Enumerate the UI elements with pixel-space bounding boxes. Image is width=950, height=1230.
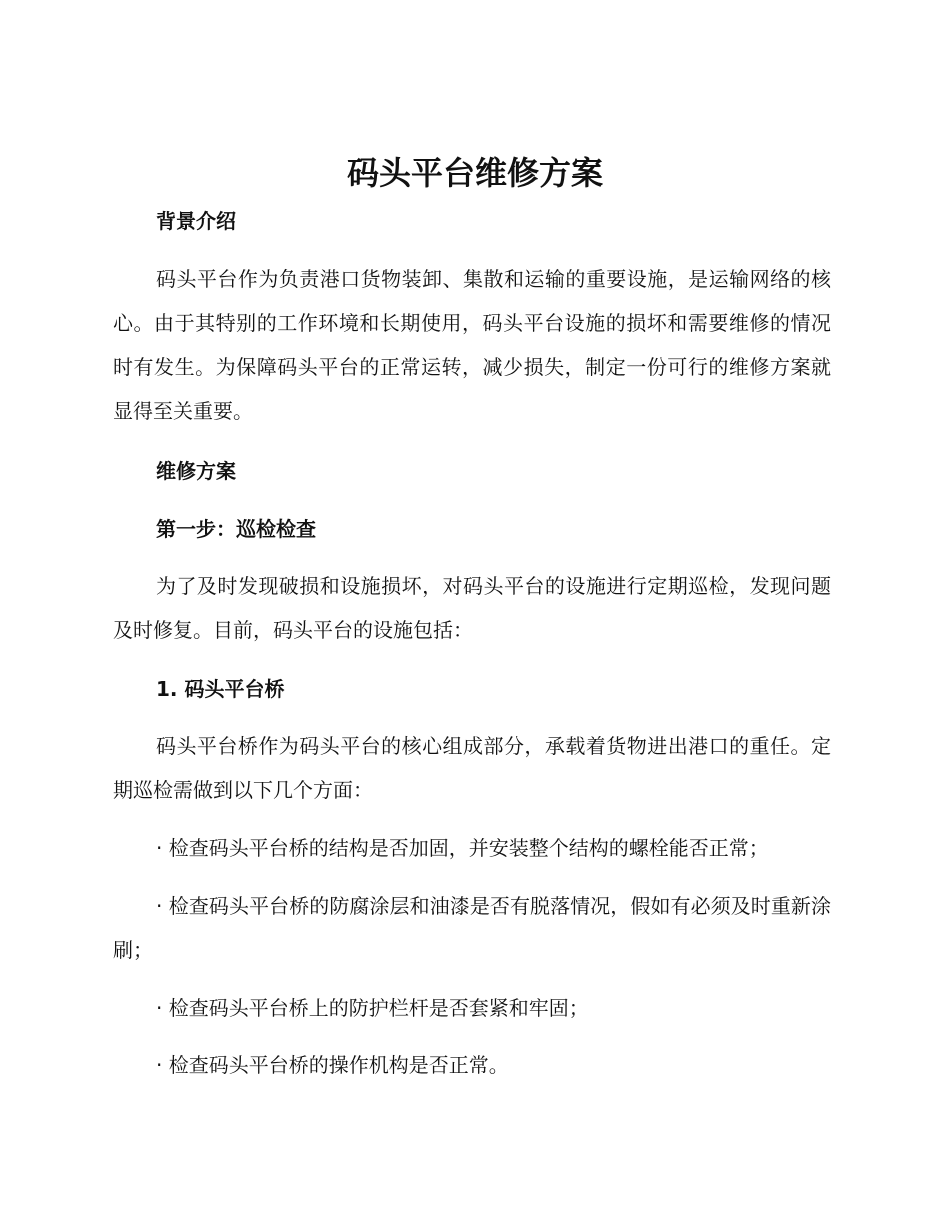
background-heading: 背景介绍 <box>156 209 236 233</box>
background-paragraph: 码头平台作为负责港口货物装卸、集散和运输的重要设施，是运输网络的核心。由于其特别的工作环境和长期使用，码头平台设施的损坏和需要维修的情况时有发生。为保障码头平台的正常运转，减少损失，制定一份可行的维修方案就显得至关重要。 <box>113 267 831 423</box>
bullet-item: · 检查码头平台桥的操作机构是否正常。 <box>156 1053 509 1077</box>
item1-heading: 1. 码头平台桥 <box>156 677 285 701</box>
item1-paragraph: 码头平台桥作为码头平台的核心组成部分，承载着货物进出港口的重任。定期巡检需做到以下几个方面： <box>113 734 831 802</box>
bullet-item: · 检查码头平台桥的结构是否加固，并安装整个结构的螺栓能否正常； <box>156 836 769 860</box>
plan-heading: 维修方案 <box>156 459 236 483</box>
step1-paragraph: 为了及时发现破损和设施损坏，对码头平台的设施进行定期巡检，发现问题及时修复。目前，码头平台的设施包括： <box>113 574 831 642</box>
bullet-item: · 检查码头平台桥上的防护栏杆是否套紧和牢固； <box>156 996 589 1020</box>
step1-heading: 第一步：巡检检查 <box>156 517 316 541</box>
bullet-item: · 检查码头平台桥的防腐涂层和油漆是否有脱落情况，假如有必须及时重新涂刷； <box>113 894 831 962</box>
document-title: 码头平台维修方案 <box>346 154 603 192</box>
